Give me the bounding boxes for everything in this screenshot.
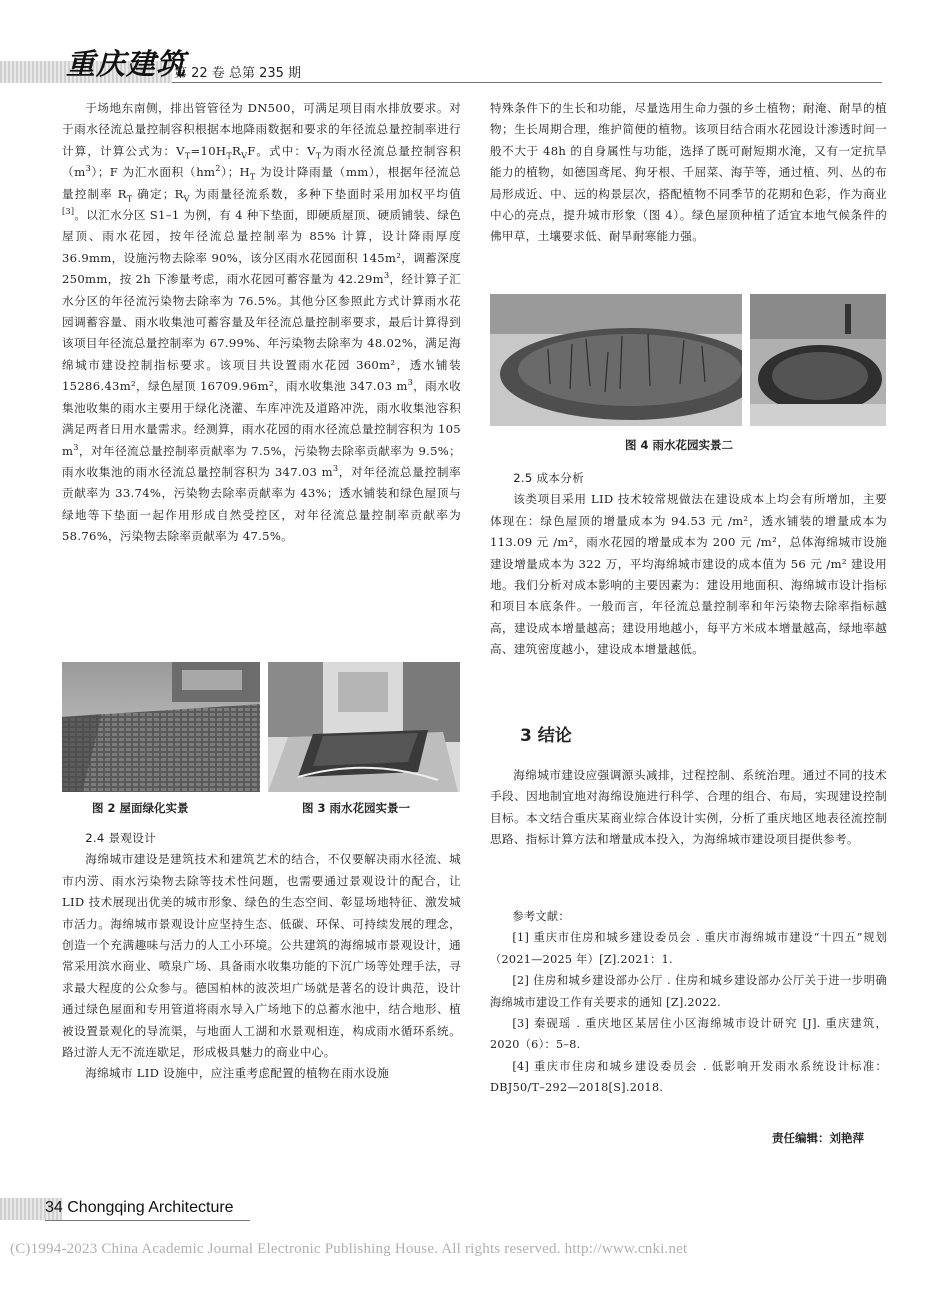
figure-4-photo-right <box>750 294 886 426</box>
figure-2-caption: 图 2 屋面绿化实景 <box>92 801 189 815</box>
section-2-5-paragraph: 该类项目采用 LID 技术较常规做法在建设成本上均会有所增加，主要体现在：绿色屋顶的增量成本为 94.53 元 /m²，透水铺装的增量成本为 113.09 元 /m²，雨水花园的增量成本为 200 元 /m²，总体海绵城市设施建设增量成本为 322 万，平均海绵城市建设的成本值为 56 元 /m² 建设用地。我们分析对成本影响的主要因素为：建设用地面积、海绵城市设计指标和项目本底条件。一般而言，年径流总量控制率和年污染物去除率指标越高，建设成本增量越高；建设用地越小，每平方米成本增量越高，绿地率越高、建筑密度越小，建设成本增量越低。 <box>490 492 887 657</box>
footer-rule <box>45 1220 250 1221</box>
section-2-4-heading: 2.4 景观设计 <box>85 831 157 845</box>
journal-logo: 重庆建筑 <box>66 47 187 81</box>
figure-3-caption: 图 3 雨水花园实景一 <box>302 801 411 815</box>
figure-3-photo <box>268 662 460 792</box>
references <box>490 906 887 1099</box>
section-2-4 <box>62 828 461 1085</box>
figure-4-photo-left <box>490 294 742 426</box>
responsible-editor: 责任编辑：刘艳萍 <box>772 1131 864 1145</box>
section-2-5-heading: 2.5 成本分析 <box>513 471 585 485</box>
figure-4-caption: 图 4 雨水花园实景二 <box>625 438 734 452</box>
figure-2-photo <box>62 662 260 792</box>
section-2-5 <box>490 468 887 661</box>
copyright-notice: (C)1994-2023 China Academic Journal Electronic Publishing House. All rights reserved. http://www.cnki.net <box>10 1241 688 1257</box>
section-3-paragraph: 海绵城市建设应强调源头减排，过程控制、系统治理。通过不同的技术手段、因地制宜地对海绵设施进行科学、合理的组合、布局，实现建设控制目标。本文结合重庆某商业综合体设计实例，分析了重庆地区地表径流控制思路、指标计算方法和增量成本投入，为海绵城市建设项目提供参考。 <box>490 768 887 847</box>
header-rule <box>172 82 882 83</box>
section-2-4-paragraph-1: 海绵城市建设是建筑技术和建筑艺术的结合，不仅要解决雨水径流、城市内涝、雨水污染物去除等技术性问题，也需要通过景观设计的配合，让 LID 技术展现出优美的城市形象、绿色的生态空间、彰显场地特征、激发城市活力。海绵城市景观设计应坚持生态、低碳、环保、可持续发展的理念，创造一个充满趣味与活力的人工小环境。公共建筑的海绵城市景观设计，通常采用滨水商业、喷泉广场、具备雨水收集功能的下沉广场等处理手法，寻求最大程度的公众参与。德国柏林的波茨坦广场就是著名的设计典范，设计通过绿色屋面和专用管道将雨水导入广场地下的总蓄水池中，结合地形、植被设置景观化的导流渠，与地面人工湖和水景观相连，构成雨水循环系统。路过游人无不流连歇足，形成极具魅力的商业中心。 <box>62 852 461 1060</box>
reference-item: [4] 重庆市住房和城乡建设委员会 . 低影响开发雨水系统设计标准：DBJ50/T–292—2018[S].2018. <box>490 1059 887 1095</box>
right-column-text: 特殊条件下的生长和功能，尽量选用生命力强的乡土植物；耐淹、耐旱的植物；生长周期合理，维护简便的植物。该项目结合雨水花园设计渗透时间一般不大于 48h 的自身属性与功能，选择了既可耐短期水淹，又有一定抗旱能力的植物，如德国鸢尾、狗牙根、千屈菜、海芋等，通过植、列、丛的布局形成近、中、远的构景层次，搭配植物不同季节的花期和色彩，作为商业中心的亮点，提升城市形象（图 4）。绿色屋顶种植了适宜本地气候条件的佛甲草，土壤要求低、耐旱耐寒能力强。 <box>490 101 887 244</box>
issue-info: 第 22 卷 总第 235 期 <box>174 66 302 81</box>
section-2-4-paragraph-2: 海绵城市 LID 设施中，应注重考虑配置的植物在雨水设施 <box>85 1066 390 1081</box>
reference-item: [1] 重庆市住房和城乡建设委员会 . 重庆市海绵城市建设“十四五”规划（2021—2025 年）[Z].2021：1. <box>490 931 887 966</box>
section-3-heading: 3 结论 <box>520 726 572 746</box>
left-column-text: 于场地东南侧，排出管管径为 DN500，可满足项目雨水排放要求。对于雨水径流总量控制容积根据本地降雨数据和要求的年径流总量控制率进行计算，计算公式为：$V_T=10H_TR_VF$。式中：$V_T$为雨水径流总量控制容积$(m^3)$；F 为汇水面积$(hm^2)$；$H_T$ 为设计降雨量（mm），根据年径流总量控制率 $R_T$ 确定；$R_V$ 为雨量径流系数，多种下垫面时采用加权平均值[3]。以汇水分区 S1–1 为例，有 4 种下垫面，即硬质屋顶、硬质铺装、绿色屋顶、雨水花园，按年径流总量控制率为 85% 计算，设计降雨厚度 36.9mm，设施污物去除率 90%，该分区雨水花园面积 145m²，调蓄深度 250mm，按 2h 下渗量考虑，雨水花园可蓄容量为 $42.29m^3$，经计算子汇水分区的年径流污染物去除率为 76.5%。其他分区参照此方式计算雨水花园调蓄容量、雨水收集池可蓄容量及年径流总量控制率要求，最后计算得到该项目年径流总量控制率为 67.99%、年污染物去除率为 48.02%，满足海绵城市建设控制指标要求。该项目共设置雨水花园 360m²，透水铺装 15286.43m²，绿色屋顶 16709.96m²，雨水收集池 347.03 $m^3$，雨水收集池收集的雨水主要用于绿化浇灌、车库冲洗及道路冲洗，雨水收集池容积满足两者日用水量需求。经测算，雨水花园的雨水径流总量控制容积为 105 $m^3$，对年径流总量控制率贡献率为 7.5%，污染物去除率贡献率为 9.5%；雨水收集池的雨水径流总量控制容积为 347.03 $m^3$，对年径流总量控制率贡献率为 33.74%，污染物去除率贡献率为 43%；透水铺装和绿色屋顶与绿地等下垫面一起作用形成自然受控区，对年径流总量控制率贡献率为 58.76%，污染物去除率贡献率为 47.5%。 <box>62 101 462 544</box>
reference-item: [2] 住房和城乡建设部办公厅 . 住房和城乡建设部办公厅关于进一步明确海绵城市建设工作有关要求的通知 [Z].2022. <box>490 974 887 1009</box>
references-heading: 参考文献： <box>512 910 570 923</box>
page-footer: 34 Chongqing Architecture <box>45 1199 234 1216</box>
reference-item: [3] 秦砚瑶 . 重庆地区某居住小区海绵城市设计研究 [J]. 重庆建筑，2020（6）：5–8. <box>490 1017 887 1052</box>
